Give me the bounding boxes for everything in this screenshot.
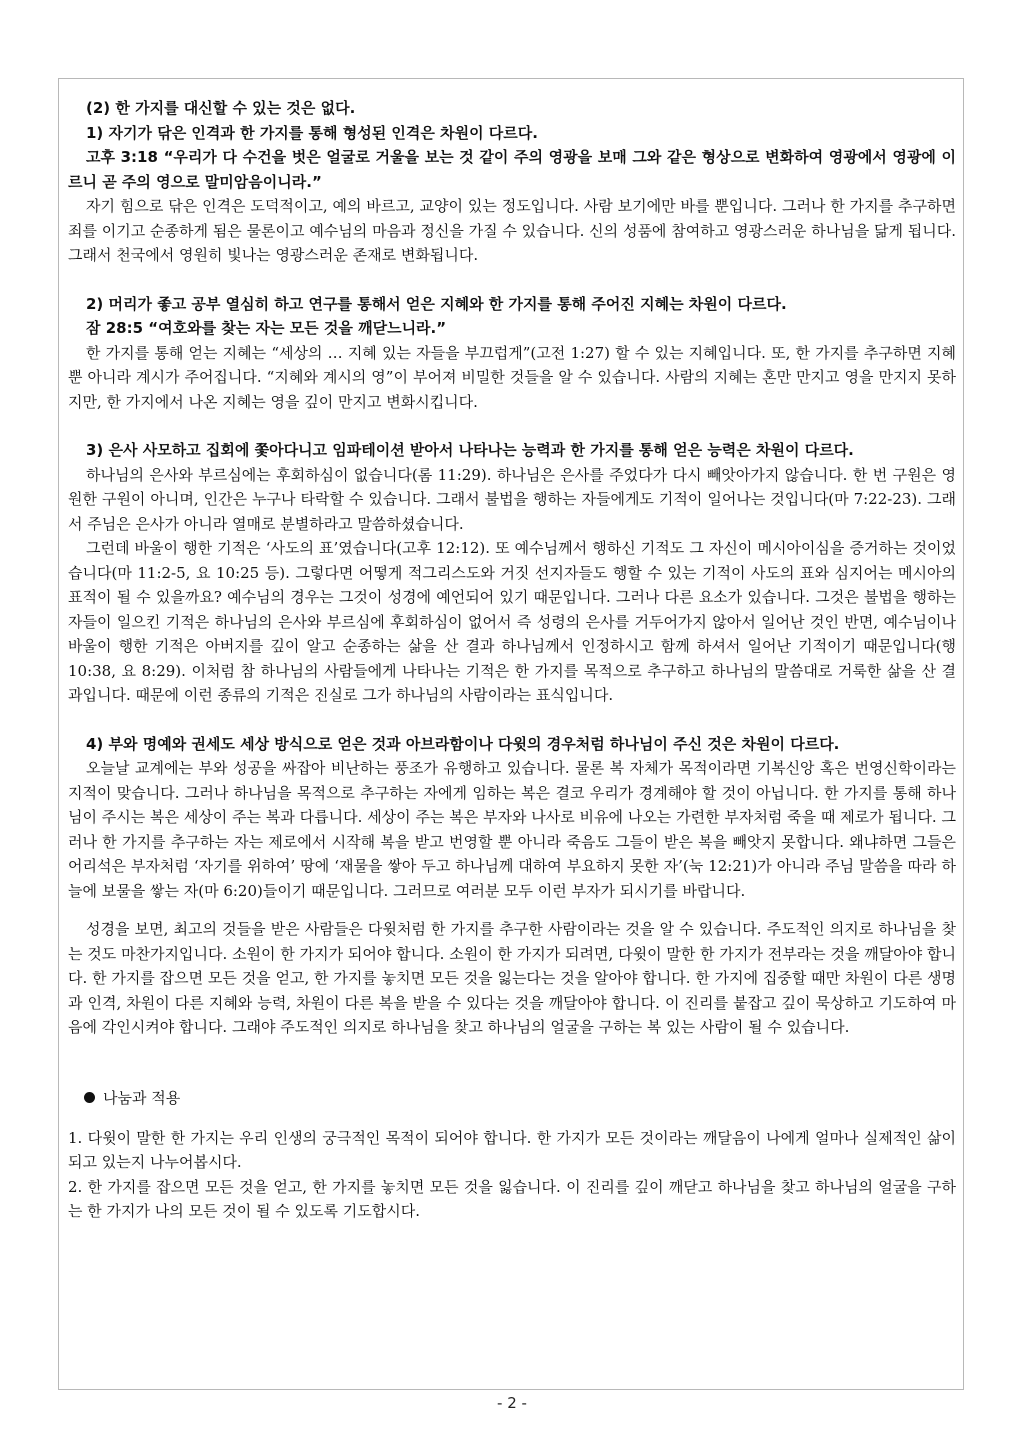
conclusion-paragraph: 성경을 보면, 최고의 것들을 받은 사람들은 다윗처럼 한 가지를 추구한 사람이라는 것을 알 수 있습니다. 주도적인 의지로 하나님을 찾는 것도 마찬가지입니다. 소원이 한 가지가 되어야 합니다. 소원이 한 가지가 되려면, 다윗이 말한 한 가지가 전부라는 것을 깨달아야 합니다. 한 가지를 잡으면 모든 것을 얻고, 한 가지를 놓치면 모든 것을 잃는다는 것을 알아야 합니다. 한 가지에 집중할 때만 차원이 다른 생명과 인격, 차원이 다른 지혜와 능력, 차원이 다른 복을 받을 수 있다는 것을 깨달아야 합니다. 이 진리를 붙잡고 깊이 묵상하고 기도하여 마음에 각인시켜야 합니다. 그래야 주도적인 의지로 하나님을 찾고 하나님의 얼굴을 구하는 복 있는 사람이 될 수 있습니다. <box>68 920 956 1036</box>
subheading-2: 2) 머리가 좋고 공부 열심히 하고 연구를 통해서 얻은 지혜와 한 가지를 통해 주어진 지혜는 차원이 다르다. <box>86 294 787 313</box>
verse-2cor-3-18: 고후 3:18 “우리가 다 수건을 벗은 얼굴로 거울을 보는 것 같이 주의 영광을 보매 그와 같은 형상으로 변화하여 영광에서 영광에 이르니 곧 주의 영으로 말미암음이니라.” <box>68 148 956 191</box>
paragraph-4: 오늘날 교계에는 부와 성공을 싸잡아 비난하는 풍조가 유행하고 있습니다. 물론 복 자체가 목적이라면 기복신앙 혹은 번영신학이라는 지적이 맞습니다. 그러나 하나님을 목적으로 추구하는 자에게 임하는 복은 결코 우리가 경계해야 할 것이 아닙니다. 한 가지를 통해 하나님이 주시는 복은 세상이 주는 복과 다릅니다. 세상이 주는 복은 부자와 나사로 비유에 나오는 가련한 부자처럼 죽을 때 제로가 됩니다. 그러나 한 가지를 추구하는 자는 제로에서 시작해 복을 받고 번영할 뿐 아니라 죽음도 그들이 받은 복을 빼앗지 못합니다. 왜냐하면 그들은 어리석은 부자처럼 ‘자기를 위하여’ 땅에 ‘재물을 쌓아 두고 하나님께 대하여 부요하지 못한 자’(눅 12:21)가 아니라 주님 말씀을 따라 하늘에 보물을 쌓는 자(마 6:20)들이기 때문입니다. 그러므로 여러분 모두 이런 부자가 되시기를 바랍니다. <box>68 759 956 900</box>
sharing-item-1: 1. 다윗이 말한 한 가지는 우리 인생의 궁극적인 목적이 되어야 합니다. 한 가지가 모든 것이라는 깨달음이 나에게 얼마나 실제적인 삶이 되고 있는지 나누어봅시다. <box>68 1128 956 1171</box>
sharing-title: 나눔과 적용 <box>68 1086 956 1110</box>
page-content <box>68 96 956 1224</box>
page-number: - 2 - <box>497 1394 527 1412</box>
paragraph-2: 한 가지를 통해 얻는 지혜는 “세상의 … 지혜 있는 자들을 부끄럽게”(고전 1:27) 할 수 있는 지혜입니다. 또, 한 가지를 추구하면 지혜뿐 아니라 계시가 주어집니다. “지혜와 계시의 영”이 부어져 비밀한 것들을 알 수 있습니다. 사람의 지혜는 혼만 만지고 영을 만지지 못하지만, 한 가지에서 나온 지혜는 영을 깊이 만지고 변화시킵니다. <box>68 343 956 411</box>
paragraph-3b: 그런데 바울이 행한 기적은 ‘사도의 표’였습니다(고후 12:12). 또 예수님께서 행하신 기적도 그 자신이 메시아이심을 증거하는 것이었습니다(마 11:2-5, 요 10:25 등). 그렇다면 어떻게 적그리스도와 거짓 선지자들도 행할 수 있는 기적이 사도의 표와 심지어는 메시아의 표적이 될 수 있을까요? 예수님의 경우는 그것이 성경에 예언되어 있기 때문입니다. 그러나 다른 요소가 있습니다. 그것은 불법을 행하는 자들이 일으킨 기적은 하나님의 은사와 부르심에 후회하심이 없어서 즉 성령의 은사를 거두어가지 않아서 일어난 것인 반면, 예수님이나 바울이 행한 기적은 아버지를 깊이 알고 순종하는 삶을 산 결과 하나님께서 인정하시고 함께 하셔서 일어난 기적이기 때문입니다(행 10:38, 요 8:29). 이처럼 참 하나님의 사람들에게 나타나는 기적은 한 가지를 목적으로 추구하고 하나님의 말씀대로 거룩한 삶을 산 결과입니다. 때문에 이런 종류의 기적은 진실로 그가 하나님의 사람이라는 표식입니다. <box>68 539 956 704</box>
sharing-item-2: 2. 한 가지를 잡으면 모든 것을 얻고, 한 가지를 놓치면 모든 것을 잃습니다. 이 진리를 깊이 깨닫고 하나님을 찾고 하나님의 얼굴을 구하는 한 가지가 나의 모든 것이 될 수 있도록 기도합시다. <box>68 1177 956 1220</box>
subheading-3: 3) 은사 사모하고 집회에 쫓아다니고 임파테이션 받아서 나타나는 능력과 한 가지를 통해 얻은 능력은 차원이 다르다. <box>86 441 854 459</box>
subheading-1: 1) 자기가 닦은 인격과 한 가지를 통해 형성된 인격은 차원이 다르다. <box>86 123 538 142</box>
paragraph-3a: 하나님의 은사와 부르심에는 후회하심이 없습니다(롬 11:29). 하나님은 은사를 주었다가 다시 빼앗아가지 않습니다. 한 번 구원은 영원한 구원이 아니며, 인간은 누구나 타락할 수 있습니다. 그래서 불법을 행하는 자들에게도 기적이 일어나는 것입니다(마 7:22-23). 그래서 주님은 은사가 아니라 열매로 분별하라고 말씀하셨습니다. <box>68 465 956 533</box>
paragraph-1: 자기 힘으로 닦은 인격은 도덕적이고, 예의 바르고, 교양이 있는 정도입니다. 사람 보기에만 바를 뿐입니다. 그러나 한 가지를 추구하면 죄를 이기고 순종하게 됨은 물론이고 예수님의 마음과 정신을 가질 수 있습니다. 신의 성품에 참여하고 영광스러운 하나님을 닮게 됩니다. 그래서 천국에서 영원히 빛나는 영광스러운 존재로 변화됩니다. <box>68 197 956 264</box>
section-heading: (2) 한 가지를 대신할 수 있는 것은 없다. <box>86 99 356 117</box>
bullet-icon <box>84 1092 95 1103</box>
verse-prov-28-5: 잠 28:5 “여호와를 찾는 자는 모든 것을 깨닫느니라.” <box>86 319 447 337</box>
subheading-4: 4) 부와 명예와 권세도 세상 방식으로 얻은 것과 아브라함이나 다윗의 경우처럼 하나님이 주신 것은 차원이 다르다. <box>86 734 840 753</box>
